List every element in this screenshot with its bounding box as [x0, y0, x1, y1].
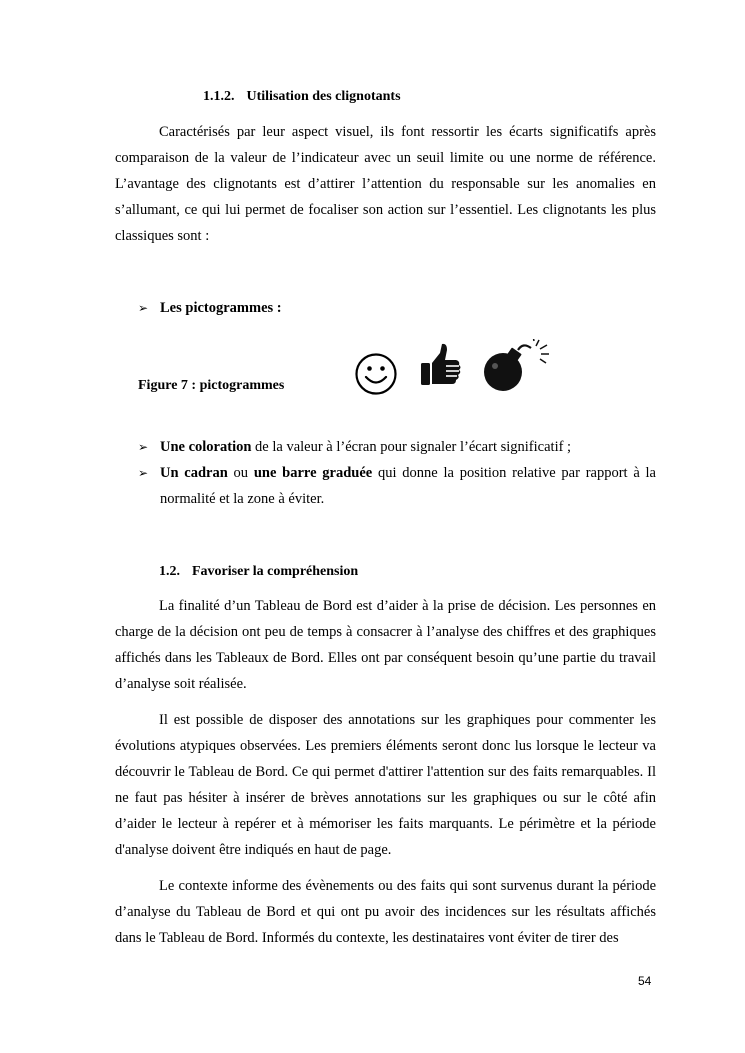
smiley-icon [354, 352, 398, 396]
bullet-coloration [138, 434, 656, 460]
bullet-bold-text: Une coloration [160, 439, 252, 455]
bullet-text: ou [227, 465, 254, 481]
bullet-pictogrammes [138, 295, 656, 321]
arrow-bullet-icon: ➢ [138, 466, 149, 480]
paragraph-text: Le contexte informe des évènements ou des faits qui sont survenus durant la période d’analyse du Tableau de Bord et qui ont pu avoir des incidences sur les résultats affichés dans le Tableau de Bord. Informés du contexte, les destinataires vont éviter de tirer des [115, 878, 656, 946]
bullet-cadran [138, 460, 656, 512]
paragraph-annotations [115, 707, 656, 863]
section-number: 1.1.2. [203, 89, 235, 104]
arrow-bullet-icon: ➢ [138, 440, 149, 454]
paragraph-clignotants [115, 119, 656, 249]
page-number: 54 [638, 974, 652, 988]
arrow-bullet-icon: ➢ [138, 301, 149, 315]
paragraph-text: La finalité d’un Tableau de Bord est d’aider à la prise de décision. Les personnes en charge de la décision ont peu de temps à consacrer à l’analyse des chiffres et des graphiques affichés dans les Tableaux de Bord. Elles ont par conséquent besoin qu’une partie du travail d’analyse soit réalisée. [115, 598, 656, 692]
section-number: 1.2. [159, 564, 180, 579]
section-title: Utilisation des clignotants [246, 89, 401, 104]
section-title: Favoriser la compréhension [192, 564, 359, 579]
paragraph-finalite [115, 593, 656, 697]
bullet-text: de la valeur à l’écran pour signaler l’écart significatif ; [251, 439, 572, 455]
bullet-text: qui donne la position relative par rapport à la normalité et la zone à éviter. [160, 465, 656, 507]
bullet-bold-text: Un cadran [160, 465, 228, 481]
thumbs-up-icon [413, 341, 469, 391]
figure-caption: Figure 7 : pictogrammes [138, 378, 285, 393]
paragraph-text: Il est possible de disposer des annotations sur les graphiques pour commenter les évolutions atypiques observées. Les premiers éléments seront donc lus lorsque le lecteur va découvrir le Tableau de Bord. Ce qui permet d'attirer l'attention sur des faits remarquables. Il ne faut pas hésiter à insérer de brèves annotations sur les graphiques ou sur le côté afin d’aider le lecteur à repérer et à mémoriser les faits marquants. Le périmètre et la période d'analyse doivent être indiqués en haut de page. [115, 712, 656, 858]
paragraph-text: Caractérisés par leur aspect visuel, ils font ressortir les écarts significatifs après comparaison de la valeur de l’indicateur avec un seuil limite ou une norme de référence. L’avantage des clignotants est d’attirer l’attention du responsable sur les anomalies en s’allumant, ce qui lui permet de focaliser son action sur l’essentiel. Les clignotants les plus classiques sont : [115, 124, 656, 244]
bomb-icon [481, 339, 553, 395]
section-heading-1-2 [159, 564, 358, 580]
section-heading-1-1-2 [203, 89, 401, 105]
bullet-bold-text: une barre graduée [253, 465, 373, 481]
paragraph-contexte [115, 873, 656, 951]
bullet-text: Les pictogrammes : [160, 300, 282, 316]
